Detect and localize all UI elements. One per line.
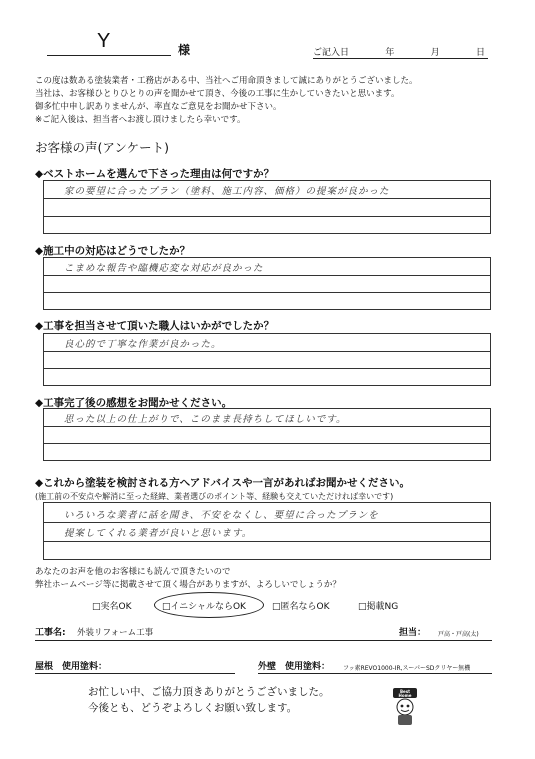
question-5-note: (施工前の不安点や解消に至った経緯、業者選びのポイント等、経験も交えていただければ幸いです) xyxy=(35,492,394,501)
option-no-publish[interactable]: □掲載NG xyxy=(358,602,399,612)
staff-value: 戸高・戸高(太) xyxy=(438,631,479,638)
honorific: 様 xyxy=(178,43,191,57)
best-home-logo xyxy=(390,685,420,727)
answer-5-line-1: いろいろな業者に話を聞き、不安をなくし、要望に合ったプランを xyxy=(64,510,379,521)
logo-text-best: Best xyxy=(399,689,411,694)
question-5: ◆これから塗装を検討される方へアドバイスや一言があればお聞かせください。 xyxy=(35,477,410,489)
work-name-label: 工事名: xyxy=(35,628,66,638)
staff-label: 担当： xyxy=(399,628,427,638)
month-label: 月 xyxy=(430,48,440,58)
survey-title: お客様の声(アンケート) xyxy=(35,140,170,155)
day-label: 日 xyxy=(475,48,485,58)
customer-name-value: Y xyxy=(97,30,111,52)
roof-paint-line xyxy=(35,673,235,674)
entry-date xyxy=(313,45,485,58)
work-name-line xyxy=(35,640,492,641)
answer-1-text: 家の要望に合ったプラン（塗料、施工内容、価格）の提案が良かった xyxy=(64,186,390,197)
answer-3-text: 良心的で丁寧な作業が良かった。 xyxy=(64,339,222,350)
answer-4-text: 思った以上の仕上がりで、このまま長持ちしてほしいです。 xyxy=(64,414,347,425)
wall-paint-line xyxy=(258,673,492,674)
intro-line-4: ※ご記入後は、担当者へお渡し頂けましたら幸いです。 xyxy=(35,115,246,125)
option-anonymous[interactable]: □匿名ならOK xyxy=(272,602,330,612)
intro-line-3: 御多忙中申し訳ありませんが、率直なご意見をお聞かせ下さい。 xyxy=(35,102,282,112)
answer-box-5[interactable] xyxy=(43,502,491,560)
customer-name-line xyxy=(47,55,171,56)
permission-line-1: あなたのお声を他のお客様にも読んで頂きたいので xyxy=(35,567,231,577)
question-3: ◆工事を担当させて頂いた職人はいかがでしたか？ xyxy=(35,320,275,332)
intro-line-2: 当社は、お客様ひとりひとりの声を聞かせて頂き、今後の工事に生かしていきたいと思います。 xyxy=(35,89,400,99)
question-4: ◆工事完了後の感想をお聞かせください。 xyxy=(35,397,233,409)
question-2: ◆施工中の対応はどうでしたか？ xyxy=(35,245,191,257)
work-name-value: 外装リフォーム工事 xyxy=(77,628,154,638)
date-line xyxy=(313,58,488,59)
answer-box-4[interactable] xyxy=(43,408,491,461)
wall-paint-label: 外壁 使用塗料： xyxy=(258,662,331,672)
answer-5-line-2: 提案してくれる業者が良いと思います。 xyxy=(64,528,253,539)
answer-box-3[interactable] xyxy=(43,333,491,386)
roof-paint-label: 屋根 使用塗料： xyxy=(35,662,108,672)
intro-line-1: この度は数ある塗装業者・工務店がある中、当社へご用命頂きまして誠にありがとうございました。 xyxy=(35,76,418,86)
date-label: ご記入日 xyxy=(313,48,350,58)
option-real-name[interactable]: □実名OK xyxy=(92,602,132,612)
wall-paint-value: フッ素REVO1000-IR,スーパーSDクリヤー無機 xyxy=(343,665,471,672)
year-label: 年 xyxy=(385,48,395,58)
closing-line-2: 今後とも、どうぞよろしくお願い致します。 xyxy=(88,702,298,714)
answer-box-1[interactable] xyxy=(43,180,491,234)
answer-2-text: こまめな報告や臨機応変な対応が良かった xyxy=(64,263,264,274)
closing-line-1: お忙しい中、ご協力頂きありがとうございました。 xyxy=(88,686,330,698)
answer-box-2[interactable] xyxy=(43,257,491,310)
permission-line-2: 弊社ホームページ等に掲載させて頂く場合がありますが、よろしいでしょうか？ xyxy=(35,580,341,590)
question-1: ◆ベストホームを選んで下さった理由は何ですか？ xyxy=(35,168,275,180)
closing-message xyxy=(88,684,330,716)
option-initials[interactable]: □イニシャルならOK xyxy=(162,602,246,612)
logo-text-home: Home xyxy=(398,693,412,698)
